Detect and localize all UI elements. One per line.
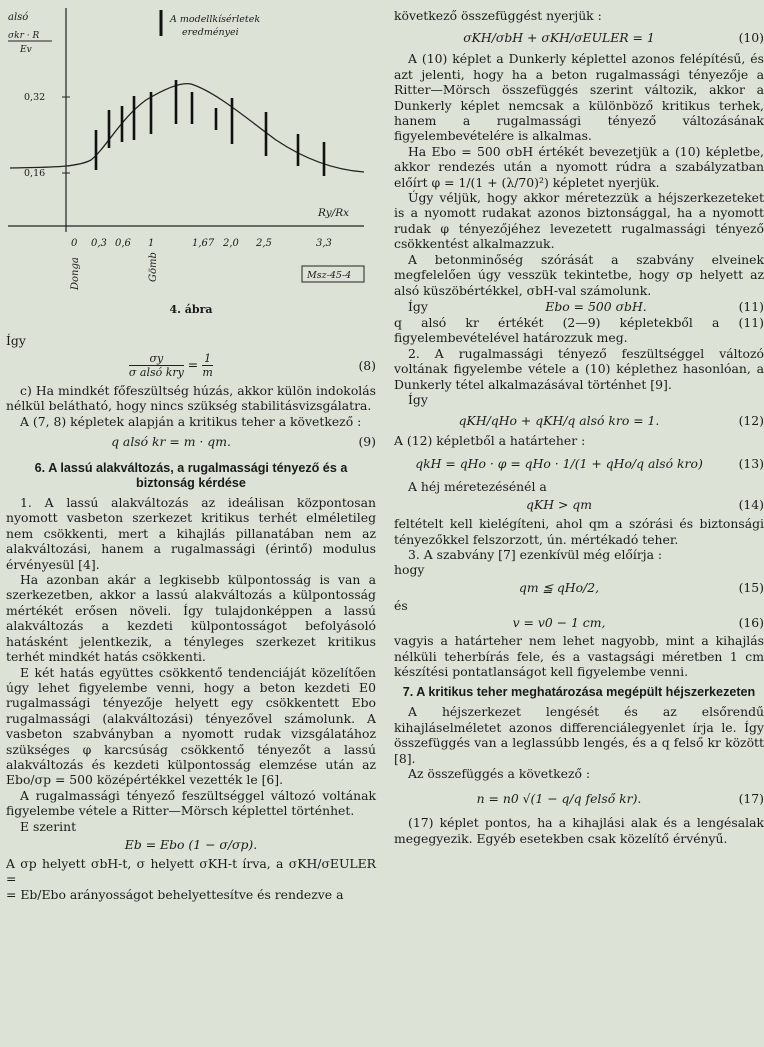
eq13-number: (13) [738,456,764,472]
figure-4 [6,0,376,304]
equation-13 [394,449,764,479]
equation-16 [394,613,764,633]
badge-msz: Msz-45-4 [307,270,352,281]
section-6-heading: 6. A lassú alakváltozás, a rugalmassági tényező és a biztonság kérdése [34,461,348,491]
figure-4-graph [6,0,376,304]
x-axis-label: Ry/Rx [318,207,350,219]
x-tick-33: 3,3 [316,238,332,249]
equation-17 [394,781,764,815]
para-r4: A betonminőség szórását a szabvány elveinek megfelelően úgy vesszük tekintetbe, hogy σp helyett az alsó küszöbértékkel, σbH-val számolunk. [394,251,764,298]
equation-eb [6,834,376,856]
eq14-body: qKH > qm [526,497,592,513]
para-c: c) Ha mindkét főfeszültség húzás, akkor külön indokolás nélkül belátható, hogy nincs szükség stabilitásvizsgálatra. [6,382,376,414]
equation-14 [394,494,764,516]
eq15-body: qm ≦ qHo/2, [518,580,600,596]
igy-1: Így [6,333,26,349]
eq8-number: (8) [358,358,376,374]
x-tick-0: 0 [71,238,78,249]
equation-11 [394,298,764,315]
equation-12 [394,407,764,433]
para-r14: A héjszerkezet lengését és az elsőrendű kihajláselméletet azonos differenciálegyenlet írja le. Így összefüggés van a leglassúbb lengés, és a q felső kr között [8]. [394,704,764,766]
section-7-heading: 7. A kritikus teher meghatározása megépült héjszerkezeten [402,685,756,700]
eq11-number: (11) [738,298,764,314]
para-r11: 3. A szabvány [7] ezenkívül még előírja : [408,546,663,562]
eq15-number: (15) [738,580,764,596]
left-column [6,0,376,902]
x-tick-167: 1,67 [192,238,215,249]
equation-9 [6,429,376,455]
para-r2: Ha Ebo = 500 σbH értékét bevezetjük a (10) képletbe, akkor rendezés után a nyomott rúdra a szabályzatban előírt φ = 1/(1 + (λ/70)²) képletet nyerjük. [394,143,764,190]
para-r10: feltételt kell kielégíteni, ahol qm a szórási és biztonsági tényezőkkel felszorzott, ún. mértékadó teher. [394,516,764,547]
para-6-3: E két hatás együttes csökkentő tendenciáját közelítően úgy lehet figyelembe venni, hogy a beton kezdeti E0 rugalmassági tényezője helyett egy csökkentett Ebo rugalmassági (alakváltozási) tényezővel számolunk. A vasbeton szabványban a nyomott rudak vizsgálatához szükséges φ karcsúság csökkentő tényezőt a lassú alakváltozás és kezdeti külpontosság elemzése után az Ebo/σp = 500 középértékkel vezették le [6]. [6,664,376,788]
eq11-igy: Így [408,298,428,314]
para-6-2: Ha azonban akár a legkisebb külpontosság is van a szerkezetben, akkor a lassú alakváltozás a külpontosság mértékét erősen növeli. Így tulajdonképpen a lassú alakváltozás a kezdeti külpontosságot befolyásoló hatásként jelentkezik, a tényleges szerkezet kritikus terhét mindkét hatás csökkenti. [6,572,376,665]
eq8-lhs-num: σy [129,352,184,366]
y-label-top: alsó [8,12,29,23]
eq10-body: σKH/σbH + σKH/σEULER = 1 [463,29,655,45]
equation-8: $\frac{\sigma y}{\text{σ alsó kry}}$ = $\frac{1}{m}$ (8) [128,352,376,380]
eq16-number: (16) [738,615,764,631]
eq13-body: qkH = qHo · φ = qHo · 1/(1 + qHo/q alsó kro) [415,456,703,472]
equation-15 [394,578,764,598]
x-tick-1: 1 [148,238,155,249]
para-6-4: A rugalmassági tényező feszültséggel változó voltának figyelembe vétele a Ritter—Mörsch képlettel történhet. [6,787,376,819]
eq-eb-body: Eb = Ebo (1 − σ/σp). [124,837,258,853]
para-r12: és [394,597,408,613]
para-r3: Úgy véljük, hogy akkor méretezzük a héjszerkezeteket is a nyomott rudakat azonos biztonsággal, ha a nyomott rudak φ tényezőjéhez levezetett rugalmassági tényező csökkentést alkalmazzuk. [394,190,764,252]
eq11-body: Ebo = 500 σbH. [545,298,647,314]
eq16-body: v = v0 − 1 cm, [512,615,606,631]
eq14-number: (14) [738,497,764,513]
para-r7: Így [408,391,428,407]
para-r0: következő összefüggést nyerjük : [394,8,602,23]
y-tick-032: 0,32 [24,92,46,103]
eq12-number: (12) [738,412,764,428]
legend-line1: A modellkísérletek [170,14,261,25]
figure-caption: 4. ábra [169,303,213,316]
y-label-den: Ev [20,45,32,55]
right-column [394,0,764,846]
y-tick-016: 0,16 [24,168,46,179]
x-tick-20: 2,0 [223,238,239,249]
para-6-5: E szerint [20,818,77,834]
para-r15: Az összefüggés a következő : [408,766,591,782]
para-r5b: q alsó kr értékét (2—9) képletekből a (11) figyelembevételével határozzuk meg. [394,314,764,346]
para-6-6: A σp helyett σbH-t, σ helyett σKH-t írva, a σKH/σEULER = [6,855,376,887]
para-6-7: = Eb/Ebo arányosságot behelyettesítve és rendezve a [6,886,344,902]
eq12-body: qKH/qHo + qKH/q alsó kro = 1. [458,412,660,428]
para-6-1: 1. A lassú alakváltozás az ideálisan központosan nyomott vasbeton szerkezet kritikus terhét elméletileg nem csökkenti, mert a kihajlás pillanatában nem az alakváltozási, hanem a rugalmassági (érintő) modulus érvényesül [4]. [6,495,376,572]
equation-10 [394,23,764,51]
para-r8: A (12) képletből a határteher : [394,433,586,449]
x-tick-25: 2,5 [256,238,272,249]
eq8-lhs-den: σ alsó kry [128,366,184,380]
eq9-number: (9) [358,434,376,450]
para-r9: A héj méretezésénél a [408,478,547,494]
y-label-num: σkr · R [8,31,40,41]
eq17-body: n = n0 √(1 − q/q felső kr). [476,790,642,806]
para-r11b: hogy [394,562,425,578]
para-r16: (17) képlet pontos, ha a kihajlási alak és a lengésalak megegyezik. Egyéb esetekben csak közelítő érvényű. [394,815,764,846]
eq10-number: (10) [738,29,764,45]
label-gomb: Gömb [148,252,159,282]
para-78: A (7, 8) képletek alapján a kritikus teher a következő : [20,413,362,429]
x-tick-06: 0,6 [115,238,131,249]
para-r6: 2. A rugalmassági tényező feszültséggel változó voltának figyelembe vétele a (10) képlethez hasonlóan, a Dunkerly tétel alkalmazásával történhet [9]. [394,345,764,392]
eq8-rhs-num: 1 [204,352,212,366]
label-donga: Donga [70,257,81,290]
legend-line2: eredményei [182,27,239,38]
eq17-number: (17) [738,790,764,806]
x-tick-03: 0,3 [91,238,107,249]
eq8-rhs-den: m [202,366,213,380]
eq9-body: q alsó kr = m · qm. [111,434,231,450]
para-r1: A (10) képlet a Dunkerly képlettel azonos felépítésű, és azt jelenti, hogy ha a beton rugalmassági tényezője a Ritter—Mörsch összefüggés szerint változik, akkor a Dunkerly képlet nemcsak a különböző kritikus terhek, hanem a rugalmassági tényező változásának figyelembevételére is alkalmas. [394,51,764,144]
para-r13: vagyis a határteher nem lehet nagyobb, mint a kihajlás nélküli teherbírás fele, és a vastagsági méretben 1 cm készítési pontatlanságot kell figyelembe venni. [394,633,764,679]
